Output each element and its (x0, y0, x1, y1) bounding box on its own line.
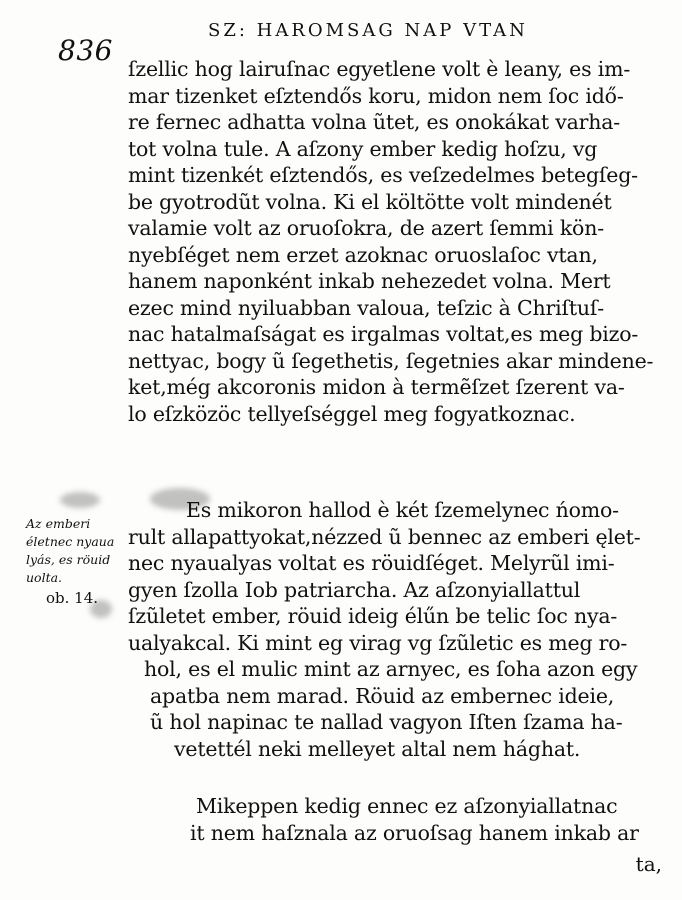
text-line: tot volna tule. A aſzony ember kedig hoſzu, vg (128, 136, 598, 161)
text-line: be gyotrodũt volna. Ki el költötte volt mindenét (128, 189, 612, 214)
paragraph-3 (190, 793, 661, 846)
text-line: ſzũletet ember, röuid ideig élűn be telic ſoc nya‑ (128, 604, 618, 628)
marginal-note-line: uolta. (26, 570, 63, 585)
text-line: mint tizenkét eſztendős, es veſzedelmes betegſeg‑ (128, 163, 638, 187)
ink-blot (60, 492, 100, 508)
text-line: Es mikoron hallod è két ſzemelynec ńomo‑ (186, 498, 619, 522)
text-line: valamie volt az oruoſokra, de azert ſemmi kön‑ (128, 216, 604, 240)
text-line: lo eſzközöc tellyeſséggel meg fogyatkoznac. (128, 401, 576, 426)
text-line: ket,még akcoronis midon à termẽſzet ſzerent va‑ (128, 375, 625, 399)
text-line: nettyac, bogy ũ ſegethetis, ſegetnies akar mindene‑ (128, 348, 654, 373)
text-line: ũ hol napinac te nallad vagyon Iſten ſzama ha‑ (150, 710, 623, 734)
text-line: gyen ſzolla Iob patriarcha. Az aſzonyiallattul (128, 577, 581, 602)
text-line: ualyakcal. Ki mint eg virag vg ſzũletic es meg ro‑ (128, 630, 628, 655)
text-line: ſzellic hog lairuſnac egyetlene volt è leany, es im‑ (128, 57, 631, 81)
marginal-note (26, 515, 128, 607)
text-line: vetettél neki melleyet altal nem hághat. (174, 736, 581, 761)
paragraph-1 (128, 56, 663, 427)
text-line: nyebſéget nem erzet azoknac oruoslaſoc vtan, (128, 242, 598, 267)
paragraph-2 (128, 497, 663, 762)
text-line: nac hatalmaſságat es irgalmas voltat,es meg bizo‑ (128, 322, 639, 346)
text-line: ezec mind nyiluabban valoua, teſzic à Chriſtuſ‑ (128, 295, 605, 320)
running-header: SZ: HAROMSAG NAP VTAN (208, 20, 528, 41)
catchword: ta, (635, 852, 662, 876)
page-number: 836 (58, 34, 113, 67)
text-line: hanem naponként inkab nehezedet volna. Mert (128, 269, 611, 293)
text-line: rult allapattyokat,nézzed ũ bennec az emberi ęlet‑ (128, 524, 641, 549)
text-line: mar tizenket eſztendős koru, midon nem ſoc idő‑ (128, 83, 624, 108)
text-line: nec nyaualyas voltat es röuidſéget. Melyrũl imi‑ (128, 551, 615, 575)
text-line: Mikeppen kedig ennec ez aſzonyiallatnac (196, 794, 618, 818)
marginal-note-line: Az emberi (26, 516, 91, 531)
text-line: hol, es el mulic mint az arnyec, es ſoha azon egy (144, 657, 638, 681)
marginal-note-reference: ob. 14. (46, 589, 99, 607)
marginal-note-line: életnec nyaua (26, 534, 115, 549)
marginal-note-line: lyás, es röuid (26, 552, 111, 567)
text-line: it nem haſznala az oruoſsag hanem inkab ar (190, 820, 639, 845)
text-line: apatba nem marad. Röuid az embernec ideie, (150, 683, 615, 708)
text-line: re fernec adhatta volna ũtet, es onokákat varha‑ (128, 110, 620, 134)
